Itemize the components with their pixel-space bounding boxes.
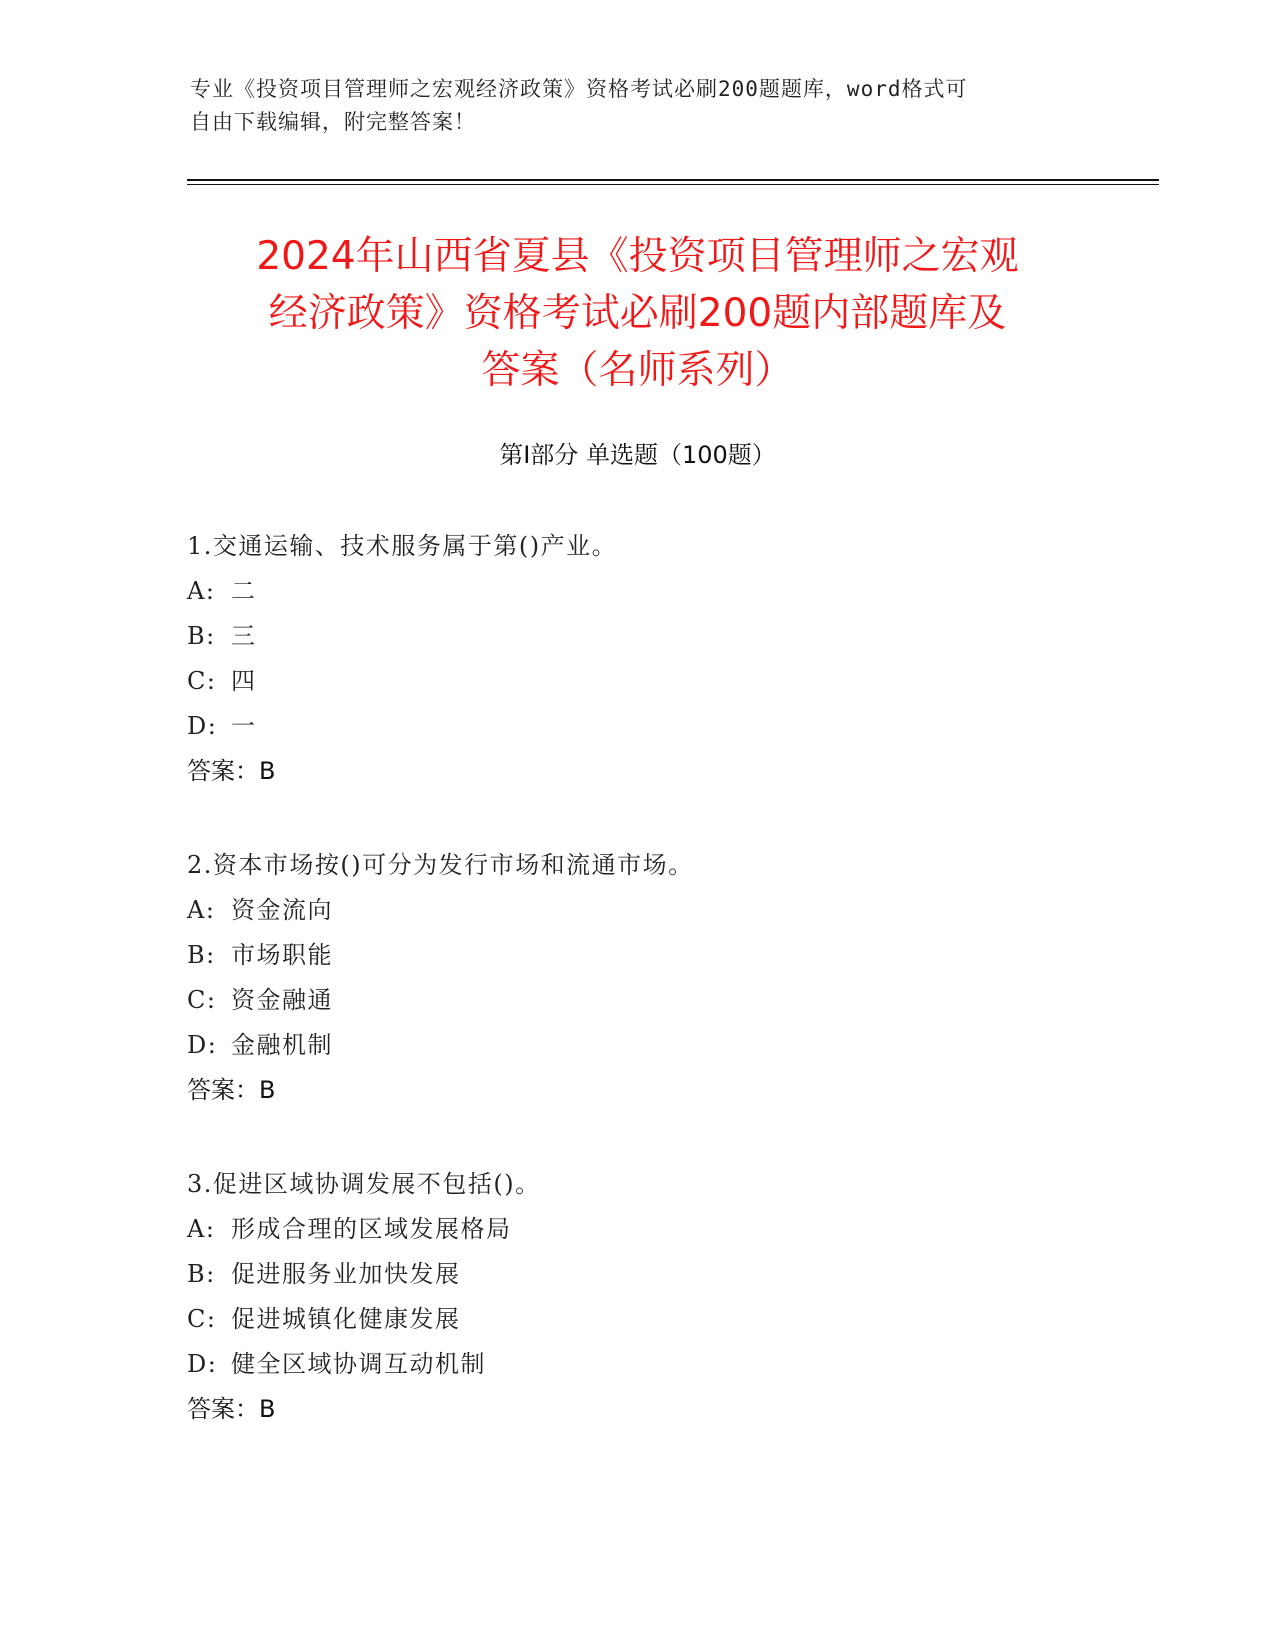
- option-c: [187, 659, 1147, 704]
- option-letter: D:: [187, 1350, 218, 1378]
- option-text: 促进服务业加快发展: [231, 1260, 461, 1288]
- header-divider-thick: [187, 179, 1159, 181]
- option-letter: C:: [187, 1305, 217, 1333]
- option-c: [187, 1297, 1147, 1342]
- header-divider-thin: [187, 184, 1159, 185]
- document-title-line-3: 答案（名师系列）: [481, 348, 794, 393]
- option-text: 促进城镇化健康发展: [231, 1305, 461, 1333]
- option-a: [187, 888, 1147, 933]
- option-letter: A:: [187, 1215, 216, 1243]
- question-2: [187, 843, 1147, 1113]
- option-b: [187, 614, 1147, 659]
- answer-line: 答案：B: [187, 1395, 276, 1423]
- option-letter: C:: [187, 986, 217, 1014]
- option-letter: C:: [187, 667, 217, 695]
- option-letter: D:: [187, 712, 218, 740]
- question-1: [187, 524, 1147, 794]
- option-text: 一: [231, 712, 257, 740]
- question-stem: 3.促进区域协调发展不包括()。: [187, 1170, 541, 1198]
- option-letter: A:: [187, 896, 216, 924]
- option-d: [187, 1023, 1147, 1068]
- option-text: 四: [231, 667, 257, 695]
- section-heading: 第Ⅰ部分 单选题（100题）: [499, 441, 776, 469]
- question-3: [187, 1162, 1147, 1432]
- option-letter: B:: [187, 941, 216, 969]
- option-c: [187, 978, 1147, 1023]
- option-a: [187, 1207, 1147, 1252]
- answer-line: 答案：B: [187, 757, 276, 785]
- option-text: 资金融通: [231, 986, 333, 1014]
- option-text: 金融机制: [231, 1031, 333, 1059]
- option-a: [187, 569, 1147, 614]
- option-text: 二: [231, 577, 257, 605]
- option-text: 市场职能: [231, 941, 333, 969]
- option-text: 形成合理的区域发展格局: [231, 1215, 512, 1243]
- header-note-line-2: 自由下载编辑，附完整答案！: [190, 110, 476, 134]
- header-note-line-1: 专业《投资项目管理师之宏观经济政策》资格考试必刷200题题库，word格式可: [190, 77, 968, 101]
- question-stem: 2.资本市场按()可分为发行市场和流通市场。: [187, 851, 694, 879]
- option-letter: D:: [187, 1031, 218, 1059]
- option-text: 资金流向: [231, 896, 333, 924]
- question-stem: 1.交通运输、技术服务属于第()产业。: [187, 532, 618, 560]
- option-letter: B:: [187, 1260, 216, 1288]
- option-b: [187, 933, 1147, 978]
- option-text: 健全区域协调互动机制: [231, 1350, 486, 1378]
- document-title-line-1: 2024年山西省夏县《投资项目管理师之宏观: [256, 234, 1019, 279]
- header-note: [190, 73, 1070, 139]
- answer-line: 答案：B: [187, 1076, 276, 1104]
- option-d: [187, 704, 1147, 749]
- option-letter: B:: [187, 622, 216, 650]
- document-title-line-2: 经济政策》资格考试必刷200题内部题库及: [268, 291, 1007, 336]
- option-text: 三: [231, 622, 257, 650]
- document-title: [170, 228, 1105, 399]
- option-d: [187, 1342, 1147, 1387]
- option-b: [187, 1252, 1147, 1297]
- option-letter: A:: [187, 577, 216, 605]
